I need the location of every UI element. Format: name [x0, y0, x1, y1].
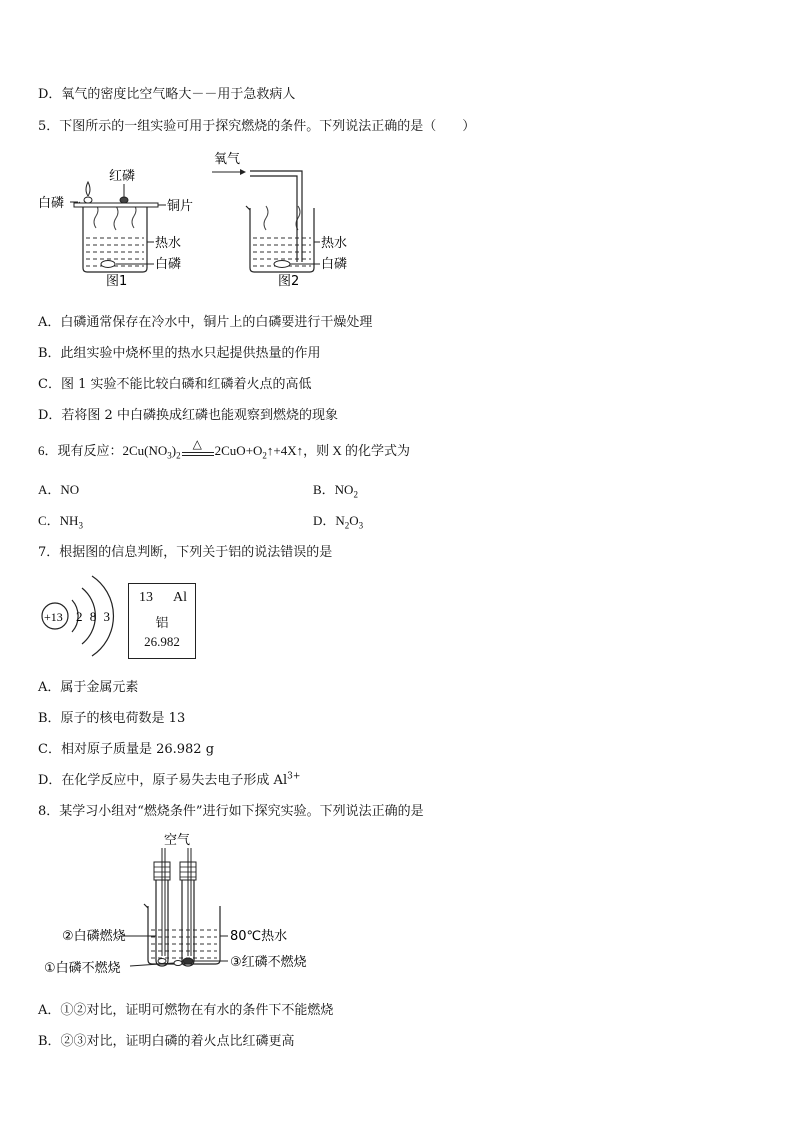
q5-figure-2	[210, 150, 360, 290]
fig1-label-white-phosphorus-2: 白磷	[155, 257, 182, 272]
q7-option-a: A．属于金属元素	[38, 680, 139, 695]
nucleus-charge: +13	[44, 610, 63, 624]
q7-option-d	[38, 769, 300, 788]
element-atomic-mass: 26.982	[144, 634, 180, 649]
fig1-label-red-phosphorus: 红磷	[109, 169, 136, 184]
q6-option-c-sub: 3	[78, 520, 83, 531]
fig1-label-copper: 铜片	[167, 199, 194, 214]
q5-figure-2-drawing	[210, 150, 360, 290]
q7-atom-structure	[38, 570, 118, 662]
fig2-label-oxygen: 氧气	[214, 152, 241, 167]
q8-label-air: 空气	[164, 833, 191, 848]
q6-eq-sub2: 2	[176, 450, 181, 461]
q7-option-b: B．原子的核电荷数是 13	[38, 711, 186, 726]
q7-option-c: C．相对原子质量是 26.982 g	[38, 742, 215, 757]
q6-eq-left: 2Cu(NO	[122, 443, 168, 458]
q7-stem: 7．根据图的信息判断，下列关于铝的说法错误的是	[38, 545, 333, 560]
q8-label-water: 80℃热水	[230, 929, 288, 944]
q6-option-d-sub2: 3	[358, 520, 364, 531]
q7-option-d-sup: 3+	[287, 771, 301, 782]
q6-eq-right-sub2: 2	[262, 450, 267, 461]
q8-stem: 8．某学习小组对“燃烧条件”进行如下探究实验。下列说法正确的是	[38, 804, 424, 819]
electron-shells: 2 8 3	[76, 609, 112, 624]
q8-figure	[38, 832, 328, 982]
q6-prefix: 6．现有反应：	[38, 443, 123, 458]
q8-option-a: A．①②对比，证明可燃物在有水的条件下不能燃烧	[38, 1003, 334, 1018]
fig2-label-white-phosphorus: 白磷	[321, 257, 348, 272]
q6-option-b-sub: 2	[353, 489, 358, 500]
q6-stem	[38, 437, 411, 461]
q6-option-d-text: D．N	[313, 513, 345, 528]
q6-option-c-text: C．NH	[38, 513, 79, 528]
q8-label-2: ②白磷燃烧	[62, 929, 126, 944]
q7-option-d-text: D．在化学反应中，原子易失去电子形成 Al	[38, 773, 288, 788]
fig1-label-hot-water: 热水	[155, 236, 182, 251]
q6-eq-right1: 2CuO+O	[214, 443, 263, 458]
element-card-aluminium	[128, 583, 196, 659]
q6-eq-close: )	[171, 443, 177, 458]
q6-eq-right2: ↑+4X↑，则 X 的化学式为	[266, 443, 411, 458]
q6-heat-sign	[181, 437, 215, 459]
q5-option-a: A．白磷通常保存在冷水中，铜片上的白磷要进行干燥处理	[38, 315, 373, 330]
fig1-label-white-phosphorus: 白磷	[38, 196, 65, 211]
q5-option-b: B．此组实验中烧杯里的热水只起提供热量的作用	[38, 346, 321, 361]
q6-option-d	[313, 510, 363, 529]
q5-stem: 5．下图所示的一组实验可用于探究燃烧的条件。下列说法正确的是（ ）	[38, 119, 476, 134]
atom-structure-drawing	[38, 570, 118, 662]
q6-option-a: A．NO	[38, 482, 80, 497]
q8-label-1: ①白磷不燃烧	[44, 961, 121, 976]
q6-option-d-sub1: 2	[344, 520, 350, 531]
fig2-label-hot-water: 热水	[321, 236, 348, 251]
q5-option-d: D．若将图 2 中白磷换成红磷也能观察到燃烧的现象	[38, 408, 338, 423]
q8-option-b: B．②③对比，证明白磷的着火点比红磷更高	[38, 1034, 295, 1049]
q5-figure-1-drawing	[38, 150, 218, 290]
q6-eq-sub3: 3	[167, 450, 172, 461]
q6-option-b-text: B．NO	[313, 482, 354, 497]
q6-option-d-mid: O	[349, 513, 359, 528]
q6-option-b	[313, 479, 358, 498]
q8-label-3: ③红磷不燃烧	[230, 955, 307, 970]
element-symbol: Al	[173, 590, 187, 605]
delta-icon: △	[192, 437, 202, 452]
element-name: 铝	[155, 616, 169, 631]
q5-option-c: C．图 1 实验不能比较白磷和红磷着火点的高低	[38, 377, 312, 392]
q6-option-c	[38, 510, 83, 529]
element-atomic-number: 13	[139, 590, 153, 605]
q4-option-d: D．氧气的密度比空气略大－－用于急救病人	[38, 87, 296, 102]
fig1-caption: 图1	[106, 274, 128, 289]
fig2-caption: 图2	[278, 274, 300, 289]
q5-figure-1	[38, 150, 218, 290]
q8-figure-drawing	[38, 832, 328, 982]
